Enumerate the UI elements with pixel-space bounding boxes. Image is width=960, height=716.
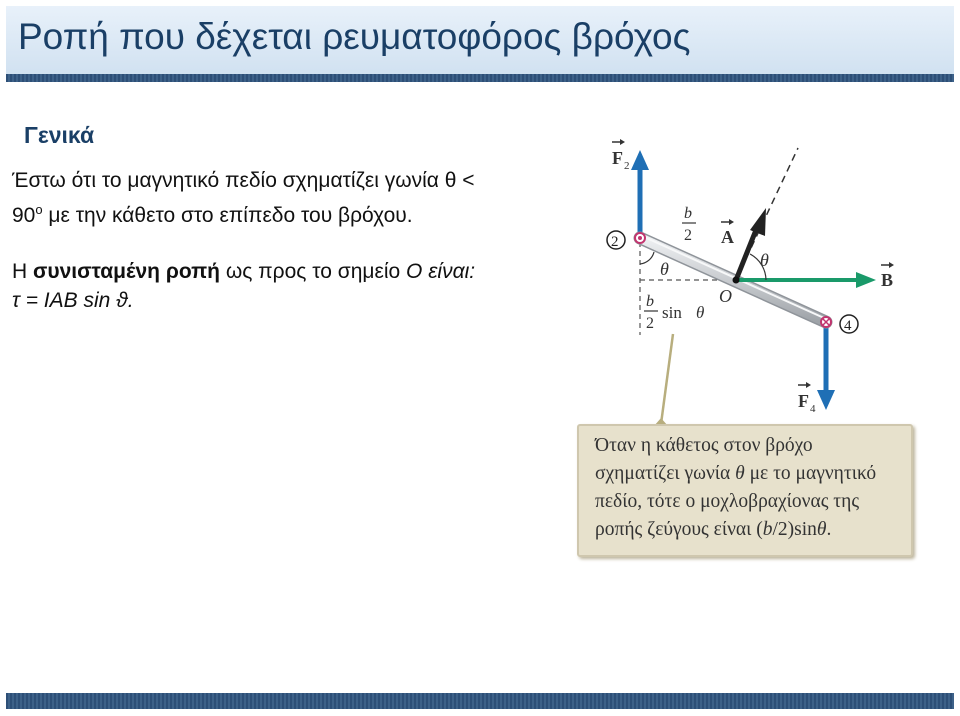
svg-text:sin: sin <box>662 303 682 322</box>
force-f2-arrow <box>631 150 649 235</box>
caption-line4-pre: ροπής ζεύγους είναι ( <box>595 519 763 540</box>
theta-label-left: θ <box>660 259 669 279</box>
caption-line2 <box>595 460 901 488</box>
footer-bar <box>6 693 954 709</box>
force-f4-arrow <box>817 325 835 410</box>
svg-text:A: A <box>721 227 734 247</box>
caption-line4-mid: /2)sin <box>772 519 817 540</box>
title-divider <box>6 74 954 82</box>
svg-text:θ: θ <box>696 303 705 322</box>
caption-line1: Όταν η κάθετος στον βρόχο <box>595 435 813 456</box>
field-b-label <box>881 262 894 290</box>
theta-arc-left <box>640 252 654 264</box>
caption-pointer <box>661 334 673 424</box>
svg-text:b: b <box>646 293 654 310</box>
slide-title: Ροπή που δέχεται ρευματοφόρος βρόχος <box>18 16 691 57</box>
theta-label-right: θ <box>760 250 769 270</box>
paragraph-torque-line1 <box>12 257 475 286</box>
torque-point: O είναι: <box>406 260 476 283</box>
caption-theta-2: θ <box>816 519 827 540</box>
svg-text:F: F <box>798 391 809 411</box>
caption-theta: θ <box>735 463 745 484</box>
point-2-label: 2 <box>611 234 619 250</box>
force-f4-label <box>798 382 816 415</box>
caption-line2-post: με το μαγνητικό <box>744 463 877 484</box>
torque-middle: ως προς το σημείο <box>219 260 407 283</box>
origin-label: O <box>719 286 732 306</box>
svg-text:2: 2 <box>646 315 654 332</box>
torque-term: συνισταμένη ροπή <box>33 260 220 283</box>
origin-point <box>733 277 740 284</box>
section-heading: Γενικά <box>24 122 95 148</box>
angle-value: 90 <box>12 204 36 227</box>
torque-prefix: Η <box>12 260 33 283</box>
caption-line4-post: . <box>826 519 832 540</box>
force-f2-label <box>612 139 630 172</box>
area-a-label <box>721 219 734 247</box>
svg-text:2: 2 <box>684 227 692 244</box>
point-4-label: 4 <box>844 318 852 334</box>
svg-text:2: 2 <box>624 160 630 172</box>
svg-text:B: B <box>881 270 894 290</box>
caption-line2-pre: σχηματίζει γωνία <box>595 463 736 484</box>
svg-text:b: b <box>684 205 692 222</box>
caption-box <box>577 424 913 557</box>
half-b-label <box>682 205 696 244</box>
caption-line4 <box>595 516 901 544</box>
loop-torque-diagram <box>570 130 960 430</box>
paragraph-angle-line2 <box>12 195 475 230</box>
torque-formula <box>12 286 475 315</box>
caption-b: b <box>762 519 773 540</box>
caption-line3: πεδίο, τότε ο μοχλοβραχίονας της <box>595 491 860 512</box>
lever-arm-label <box>644 293 704 332</box>
torque-formula-text: τ = IAB sin ϑ. <box>12 289 134 312</box>
svg-text:4: 4 <box>810 403 816 415</box>
paragraph-angle-line1: Έστω ότι το μαγνητικό πεδίο σχηματίζει γωνία θ < <box>12 169 475 192</box>
paragraph-angle-rest: με την κάθετο στο επίπεδο του βρόχου. <box>42 204 413 227</box>
degree-mark: ο <box>35 202 43 217</box>
paragraph-torque <box>12 257 475 315</box>
paragraph-angle <box>12 166 475 230</box>
svg-text:F: F <box>612 148 623 168</box>
